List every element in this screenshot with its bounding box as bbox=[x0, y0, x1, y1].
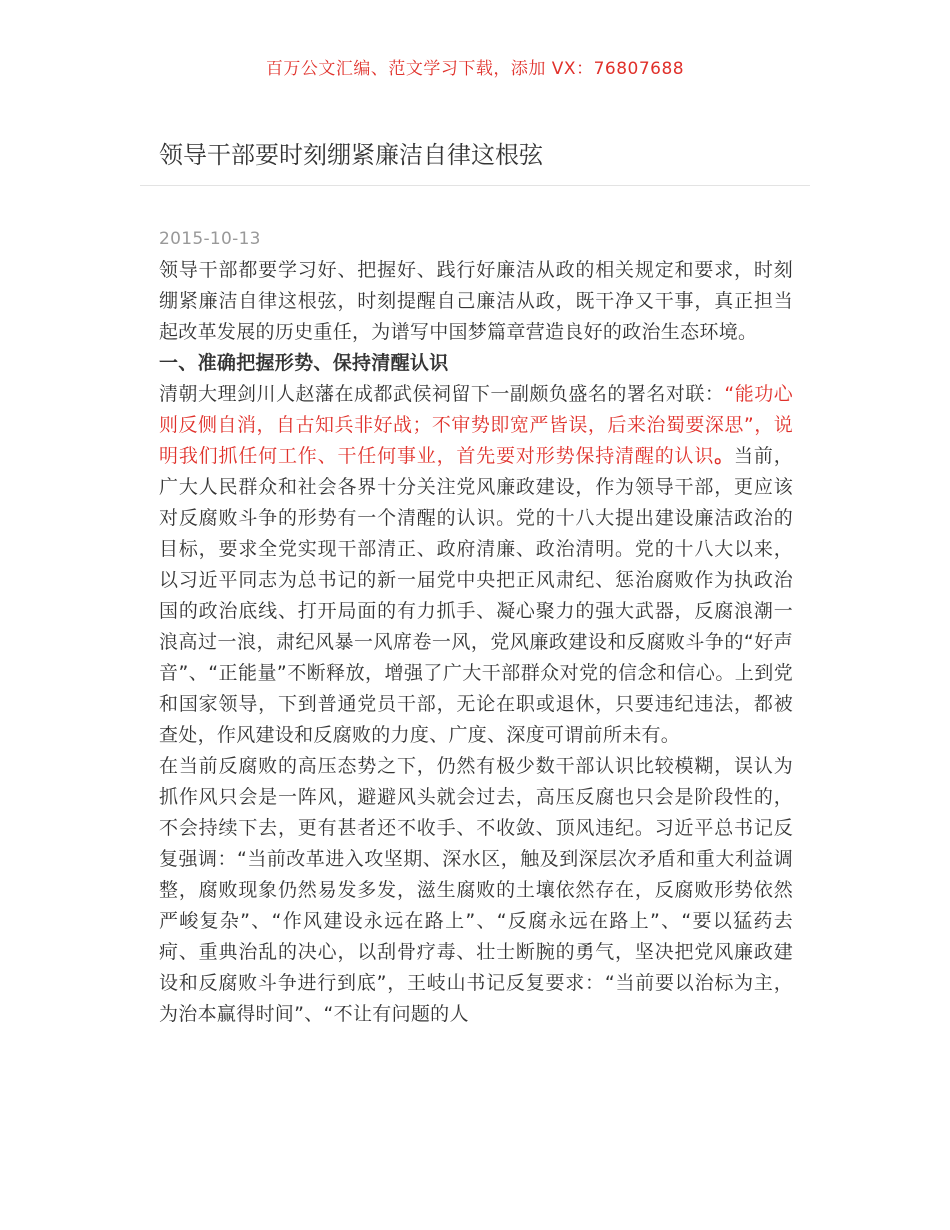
couplet-quote: “能功心则反侧自消，自古知兵非好战；不审势即宽严皆误，后来治蜀要深思”，说明我们抓任何工作、干任何事业，首先要对形势保持清醒的认识 bbox=[159, 383, 794, 467]
article-date: 2015-10-13 bbox=[159, 229, 261, 249]
section-paragraph-2: 在当前反腐败的高压态势之下，仍然有极少数干部认识比较模糊，误认为抓作风只会是一阵风，避避风头就会过去，高压反腐也只会是阶段性的，不会持续下去，更有甚者还不收手、不收敛、顶风违纪。习近平总书记反复强调：“当前改革进入攻坚期、深水区，触及到深层次矛盾和重大利益调整，腐败现象仍然易发多发，滋生腐败的土壤依然存在，反腐败形势依然严峻复杂”、“作风建设永远在路上”、“反腐永远在路上”、“要以猛药去疴、重典治乱的决心，以刮骨疗毒、壮士断腕的勇气，坚决把党风廉政建设和反腐败斗争进行到底”，王岐山书记反复要求：“当前要以治标为主，为治本赢得时间”、“不让有问题的人 bbox=[159, 755, 793, 1025]
article-title: 领导干部要时刻绷紧廉洁自律这根弦 bbox=[159, 141, 543, 169]
section-heading: 一、准确把握形势、保持清醒认识 bbox=[159, 352, 449, 374]
title-divider bbox=[140, 185, 810, 186]
couplet-period: 。 bbox=[714, 445, 735, 467]
watermark-banner: 百万公文汇编、范文学习下载，添加 VX：76807688 bbox=[265, 59, 685, 79]
intro-paragraph: 领导干部都要学习好、把握好、践行好廉洁从政的相关规定和要求，时刻绷紧廉洁自律这根弦，时刻提醒自己廉洁从政，既干净又干事，真正担当起改革发展的历史重任，为谱写中国梦篇章营造良好的政治生态环境。 bbox=[159, 259, 793, 343]
couplet-lead: 清朝大理剑川人赵藩在成都武侯祠留下一副颇负盛名的署名对联： bbox=[159, 383, 725, 405]
section-paragraph-1 bbox=[159, 379, 793, 751]
article-body bbox=[159, 227, 793, 1030]
section-paragraph-1-rest: 当前，广大人民群众和社会各界十分关注党风廉政建设，作为领导干部，更应该对反腐败斗争的形势有一个清醒的认识。党的十八大提出建设廉洁政治的目标，要求全党实现干部清正、政府清廉、政治清明。党的十八大以来，以习近平同志为总书记的新一届党中央把正风肃纪、惩治腐败作为执政治国的政治底线、打开局面的有力抓手、凝心聚力的强大武器，反腐浪潮一浪高过一浪，肃纪风暴一风席卷一风，党风廉政建设和反腐败斗争的“好声音”、“正能量”不断释放，增强了广大干部群众对党的信念和信心。上到党和国家领导，下到普通党员干部，无论在职或退休，只要违纪违法，都被查处，作风建设和反腐败的力度、广度、深度可谓前所未有。 bbox=[159, 445, 794, 746]
